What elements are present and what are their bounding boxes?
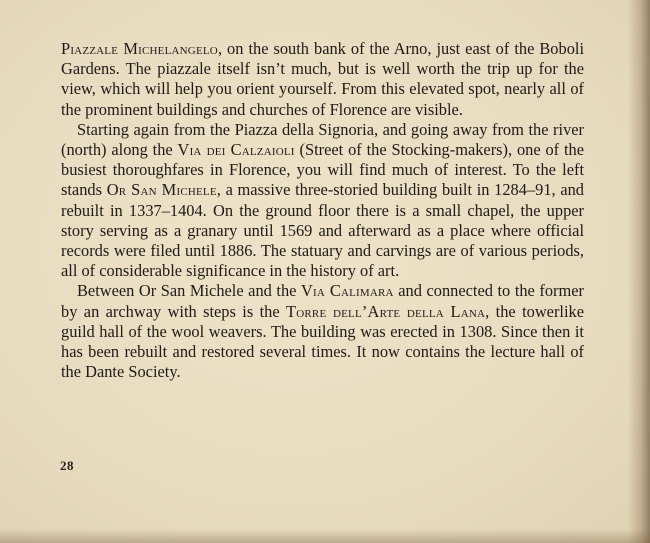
place-name: Or San Michele [106,180,217,200]
page-bottom-shadow [0,529,650,543]
place-name: Via dei Calzaioli [177,140,295,160]
paragraph-piazzale-michelangelo [61,39,584,120]
place-name: Torre dell’Arte della Lana [286,301,486,321]
page-number: 28 [60,458,74,473]
text-run: Starting again from the Piazza della Signoria, and going away from the river (north) along the [61,119,584,160]
body-text [61,39,584,382]
text-run: , the towerlike guild hall of the wool weavers. The building was erected in 1308. Since then it has been rebuilt and restored several times. It now contains the lecture hall of the Dante Society. [61,301,584,382]
page-gutter-shadow [628,0,650,543]
text-run: , on the south bank of the Arno, just east of the Boboli Gardens. The piazzale itself isn’t much, but is well worth the trip up for the view, which will help you orient yourself. From this elevated spot, nearly all of the prominent buildings and churches of Florence are visible. [61,39,585,119]
text-run: , a massive three-storied building built in 1284–91, and rebuilt in 1337–1404. On the ground floor there is a small chapel, the upper story serving as a granary until 1569 and afterward as a place where official records were filed until 1886. The statuary and carvings are of various periods, all of considerable significance in the history of art. [61,180,584,281]
paragraph-via-dei-calzaioli [61,120,584,282]
place-name: Piazzale Michelangelo [61,39,218,58]
place-name: Via Calimara [301,281,394,301]
text-run: Between Or San Michele and the [77,281,302,301]
text-run: and connected to the former by an archway with steps is the [61,281,584,321]
text-run: (Street of the Stocking-makers), one of the busiest thoroughfares in Florence, you will find much of interest. To the left stands [61,140,584,200]
paragraph-torre-dell-arte-della-lana [61,281,584,382]
